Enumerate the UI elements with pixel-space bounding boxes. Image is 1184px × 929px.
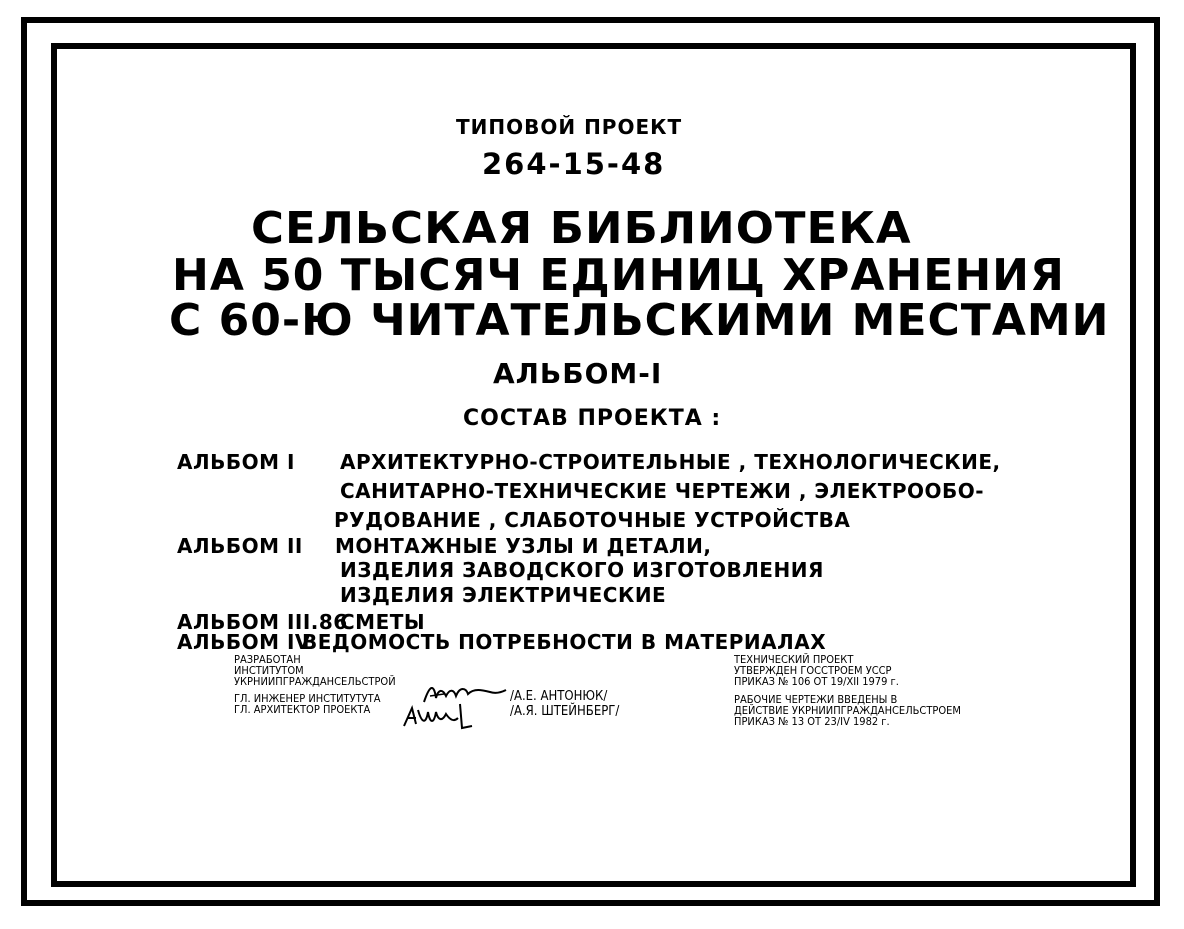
album-4-line-1: ВЕДОМОСТЬ ПОТРЕБНОСТИ В МАТЕРИАЛАХ: [302, 630, 827, 654]
developer-line-1: РАЗРАБОТАН: [234, 653, 301, 666]
album-title: АЛЬБОМ-I: [493, 357, 663, 390]
title-line-3: С 60-Ю ЧИТАТЕЛЬСКИМИ МЕСТАМИ: [169, 295, 1110, 346]
introduction-line-1: РАБОЧИЕ ЧЕРТЕЖИ ВВЕДЕНЫ В: [734, 693, 898, 706]
developer-line-2: ИНСТИТУТОМ: [234, 664, 304, 677]
composition-heading: СОСТАВ ПРОЕКТА :: [463, 406, 722, 431]
album-2-line-2: ИЗДЕЛИЯ ЗАВОДСКОГО ИЗГОТОВЛЕНИЯ: [340, 558, 824, 582]
approval-line-2: УТВЕРЖДЕН ГОССТРОЕМ УССР: [734, 664, 892, 677]
project-number: 264-15-48: [482, 147, 666, 181]
album-2-line-3: ИЗДЕЛИЯ ЭЛЕКТРИЧЕСКИЕ: [340, 583, 667, 607]
signatory-role-1: ГЛ. ИНЖЕНЕР ИНСТИТУТУТА: [234, 692, 381, 705]
introduction-line-2: ДЕЙСТВИЕ УКРНИИПГРАЖДАНСЕЛЬСТРОЕМ: [734, 704, 961, 717]
developer-line-3: УКРНИИПГРАЖДАНСЕЛЬСТРОЙ: [234, 675, 396, 688]
album-2-line-1: МОНТАЖНЫЕ УЗЛЫ И ДЕТАЛИ,: [335, 534, 712, 558]
album-1-label: АЛЬБОМ I: [177, 450, 295, 474]
album-1-line-2: САНИТАРНО-ТЕХНИЧЕСКИЕ ЧЕРТЕЖИ , ЭЛЕКТРООБО-: [340, 479, 985, 503]
signatory-name-2: /А.Я. ШТЕЙНБЕРГ/: [510, 704, 620, 719]
album-1-line-1: АРХИТЕКТУРНО-СТРОИТЕЛЬНЫЕ , ТЕХНОЛОГИЧЕСКИЕ,: [340, 450, 1001, 474]
approval-line-3: ПРИКАЗ № 106 ОТ 19/XII 1979 г.: [734, 675, 899, 688]
approval-line-1: ТЕХНИЧЕСКИЙ ПРОЕКТ: [734, 653, 854, 666]
album-1-line-3: РУДОВАНИЕ , СЛАБОТОЧНЫЕ УСТРОЙСТВА: [334, 508, 851, 532]
album-4-label: АЛЬБОМ IV: [177, 630, 311, 654]
album-3-label: АЛЬБОМ III.86: [177, 610, 348, 634]
album-3-line-1: СМЕТЫ: [340, 610, 426, 634]
project-type-label: ТИПОВОЙ ПРОЕКТ: [456, 115, 683, 139]
album-2-label: АЛЬБОМ II: [177, 534, 303, 558]
signatory-role-2: ГЛ. АРХИТЕКТОР ПРОЕКТА: [234, 703, 371, 716]
signature-shteinberg: [400, 700, 480, 732]
title-line-2: НА 50 ТЫСЯЧ ЕДИНИЦ ХРАНЕНИЯ: [172, 250, 1065, 301]
introduction-line-3: ПРИКАЗ № 13 ОТ 23/IV 1982 г.: [734, 715, 890, 728]
signatory-name-1: /А.Е. АНТОНЮК/: [510, 689, 608, 704]
title-line-1: СЕЛЬСКАЯ БИБЛИОТЕКА: [251, 203, 912, 254]
